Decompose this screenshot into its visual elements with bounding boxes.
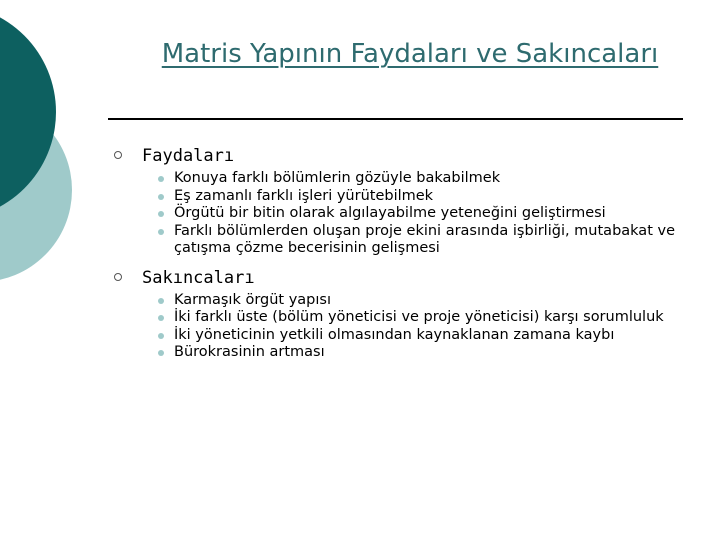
hollow-circle-bullet-icon [114, 273, 122, 281]
slide-title: Matris Yapının Faydaları ve Sakıncaları [161, 39, 659, 69]
list-item [174, 188, 702, 206]
disadvantages-heading-text: Sakıncaları [142, 267, 255, 288]
list-item-text: Farklı bölümlerden oluşan proje ekini arasında işbirliği, mutabakat ve çatışma çözme becerisinin gelişmesi [174, 222, 675, 256]
title-divider [108, 118, 683, 120]
dot-bullet-icon [158, 315, 164, 321]
disadvantages-section [112, 264, 702, 362]
advantages-section [112, 142, 702, 258]
list-item-text: Bürokrasinin artması [174, 344, 325, 360]
list-item [174, 344, 702, 362]
list-item [174, 205, 702, 223]
list-item-text: Eş zamanlı farklı işleri yürütebilmek [174, 187, 434, 204]
hollow-circle-bullet-icon [114, 151, 122, 159]
list-item-text: İki farklı üste (bölüm yöneticisi ve proje yöneticisi) karşı sorumluluk [174, 309, 664, 325]
list-item-text: İki yöneticinin yetkili olmasından kaynaklanan zamana kaybı [174, 326, 615, 343]
dot-bullet-icon [158, 298, 164, 304]
list-item [174, 327, 702, 345]
dot-bullet-icon [158, 333, 164, 339]
list-item [174, 223, 702, 258]
dot-bullet-icon [158, 211, 164, 217]
dot-bullet-icon [158, 350, 164, 356]
list-item [174, 170, 702, 188]
dot-bullet-icon [158, 176, 164, 182]
list-item-text: Konuya farklı bölümlerin gözüyle bakabilmek [174, 170, 501, 186]
advantages-heading-text: Faydaları [142, 146, 235, 166]
disadvantages-list [112, 292, 702, 362]
dot-bullet-icon [158, 194, 164, 200]
dot-bullet-icon [158, 229, 164, 235]
list-item [174, 292, 702, 310]
slide-content [112, 142, 702, 368]
list-item-text: Karmaşık örgüt yapısı [174, 291, 331, 308]
list-item [174, 309, 702, 327]
advantages-heading [112, 142, 702, 170]
list-item-text: Örgütü bir bitin olarak algılayabilme yeteneğini geliştirmesi [174, 205, 606, 221]
advantages-list [112, 170, 702, 258]
disadvantages-heading [112, 264, 702, 292]
